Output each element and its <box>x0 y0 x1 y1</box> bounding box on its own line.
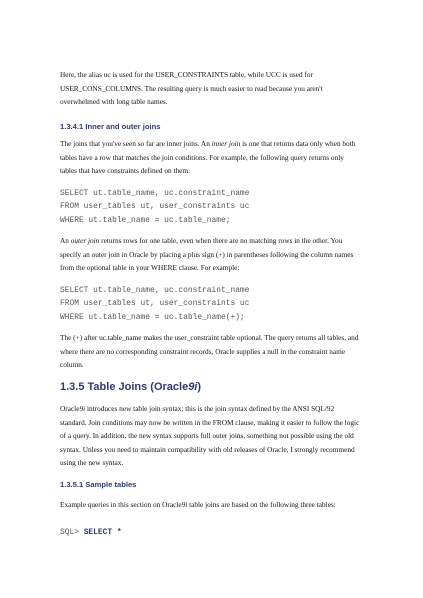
oracle9i-paragraph: Oracle9i introduces new table join syntax; this is the join syntax defined by the ANSI SQL/92 standard. Join conditions may now be written in the FROM clause, making it easier to follow the logic of a query. In addition, the new syntax supports full outer joins, something not possible using the old syntax. Unless you need to maintain compatibility with old releases of Oracle, I strongly recommend using the new syntax. <box>60 404 360 467</box>
heading-sample-tables: 1.3.5.1 Sample tables <box>60 480 137 489</box>
inner-join-paragraph: The joins that you've seen so far are inner joins. An inner join is one that returns data only when both tables have a row that matches the join conditions. For example, the following query returns only tables that have constraints defined on them: <box>60 139 356 175</box>
outer-join-code: SELECT ut.table_name, uc.constraint_name FROM user_tables ut, user_constraints uc WHERE ut.table_name = uc.table_name(+); <box>60 286 250 322</box>
inner-join-term: inner join <box>211 139 241 148</box>
inner-join-code: SELECT ut.table_name, uc.constraint_name FROM user_tables ut, user_constraints uc WHERE ut.table_name = uc.table_name; <box>60 189 250 225</box>
plus-sign-paragraph: The (+) after uc.table_name makes the user_constraint table optional. The query returns all tables, and where there are no corresponding constraint records, Oracle supplies a null in the constraint name column. <box>60 333 359 369</box>
outer-join-term: outer join <box>70 236 100 245</box>
heading-table-joins: 1.3.5 Table Joins (Oracle9i) <box>60 381 202 393</box>
sample-tables-paragraph: Example queries in this section on Oracle9i table joins are based on the following three tables: <box>60 500 336 509</box>
sql-prompt: SQL> <box>60 528 84 537</box>
outer-join-paragraph: An outer join returns rows for one table, even when there are no matching rows in the other. You specify an outer join in Oracle by placing a plus sign (+) in parentheses following the column names from the optional table in your WHERE clause. For example: <box>60 236 354 272</box>
alias-paragraph: Here, the alias uc is used for the USER_CONSTRAINTS table, while UCC is used for USER_CONS_COLUMNS. The resulting query is much easier to read because you aren't overwhelmed with long table names. <box>60 70 323 106</box>
heading-inner-outer-joins: 1.3.4.1 Inner and outer joins <box>60 122 161 131</box>
select-keyword: SELECT * <box>83 528 122 537</box>
sql-prompt-code <box>60 526 122 539</box>
